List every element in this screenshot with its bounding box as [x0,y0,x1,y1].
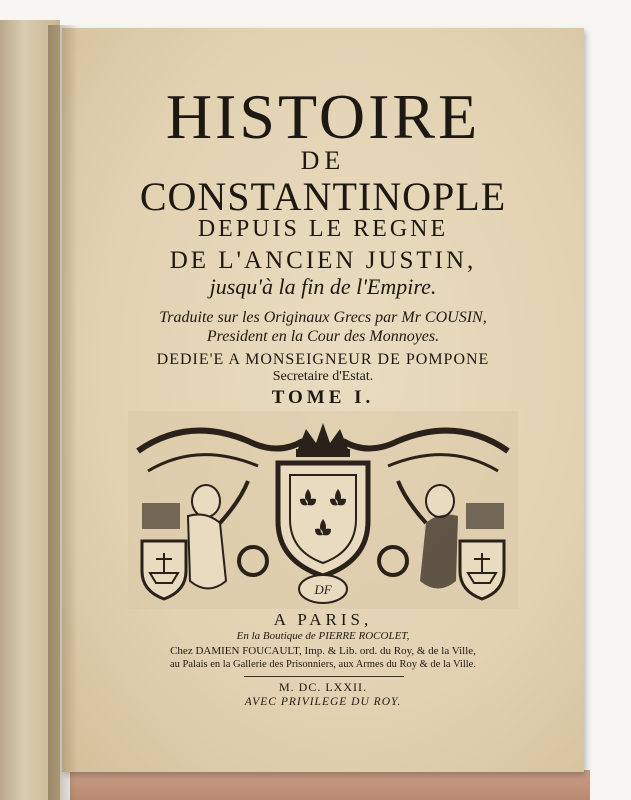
book-bottom-edge [70,770,590,800]
subtitle-empire: jusqu'à la fin de l'Empire. [209,274,437,299]
title-page [62,28,584,772]
printers-device-vignette [128,411,518,609]
subtitle-depuis: DEPUIS LE REGNE [197,216,449,242]
translator-title: President en la Cour des Monnoyes. [206,328,440,345]
privilege-line: AVEC PRIVILEGE DU ROY. [244,696,402,708]
translator-line: Traduite sur les Originaux Grecs par Mr COUSIN, [159,309,487,326]
imprint-address: au Palais en la Gallerie des Prisonniers, aux Armes du Roy & de la Ville. [170,659,476,670]
vignette-monogram: DF [314,582,332,597]
title-histoire: HISTOIRE [165,81,481,152]
dedication-title: Secretaire d'Estat. [272,369,374,384]
subtitle-justin: DE L'ANCIEN JUSTIN, [169,247,477,274]
title-de: DE [300,146,346,175]
dedication-line: DEDIE'E A MONSEIGNEUR DE POMPONE [156,351,490,368]
volume-label: TOME I. [271,387,375,408]
title-constantinople: CONSTANTINOPLE [139,174,507,219]
divider-rule [244,676,404,677]
imprint-printer: Chez DAMIEN FOUCAULT, Imp. & Lib. ord. du Roy, & de la Ville, [170,645,476,657]
imprint-shop: En la Boutique de PIERRE ROCOLET, [236,630,410,642]
imprint-date: M. DC. LXXII. [279,680,367,694]
spine-shadow [48,25,78,800]
imprint-city: A PARIS, [273,610,373,629]
